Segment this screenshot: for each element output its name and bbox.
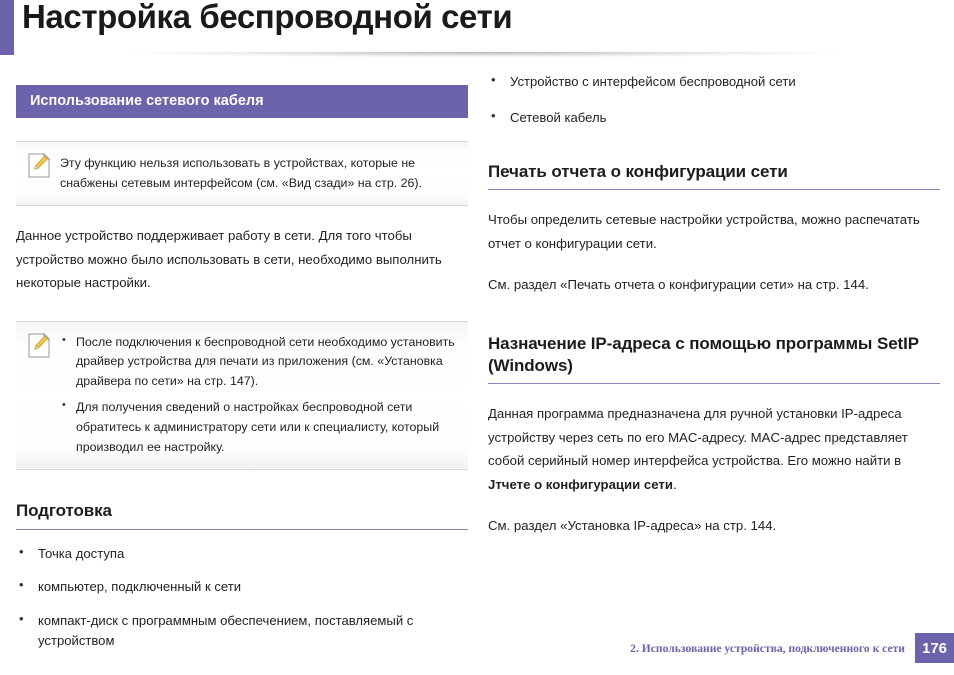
reference-report: См. раздел «Печать отчета о конфигурации сети» на стр. 144. — [488, 277, 869, 293]
paragraph-report-intro: Чтобы определить сетевые настройки устройства, можно распечатать отчет о конфигурации сети. — [488, 212, 920, 251]
heading-network-report: Печать отчета о конфигурации сети — [488, 161, 788, 181]
list-item: • Для получения сведений о настройках беспроводной сети обратитесь к администратору сети или к специалисту, который производил ее настройку. — [60, 398, 460, 457]
preparation-list — [16, 544, 468, 651]
page-footer — [630, 633, 954, 663]
setip-text-bold: Jтчете о конфигурации сети — [488, 476, 673, 492]
note-pencil-icon — [28, 333, 50, 358]
setip-text-part2: . — [672, 476, 677, 492]
heading-rule — [488, 189, 940, 190]
note-list — [60, 333, 460, 458]
heading-rule — [16, 529, 468, 530]
right-column — [488, 66, 940, 538]
paragraph-setip-description — [488, 402, 940, 496]
setip-text-part1: Данная программа предназначена для ручной установки IP-адреса устройству через сеть по его MAC-адресу. MAC-адрес представляет собой серийный номер интерфейса устройства. Его можно найти в — [488, 406, 908, 469]
note-box-driver-tips — [16, 321, 468, 471]
list-item: • Сетевой кабель — [488, 108, 940, 128]
note-pencil-icon — [28, 153, 50, 178]
left-column — [16, 66, 468, 664]
note-text: Эту функцию нельзя использовать в устройствах, которые не снабжены сетевым интерфейсом (см. «Вид сзади» на стр. 26). — [60, 156, 422, 191]
section-bar-network-cable: Использование сетевого кабеля — [16, 85, 468, 118]
paragraph-network-support: Данное устройство поддерживает работу в сети. Для того чтобы устройство можно было использовать в сети, необходимо выполнить некоторые настройки. — [16, 228, 442, 291]
heading-preparation: Подготовка — [16, 501, 112, 521]
requirements-list — [488, 72, 940, 129]
note-box-interface-warning — [16, 141, 468, 206]
title-accent-bar — [0, 0, 14, 55]
page-number-badge: 176 — [915, 633, 954, 663]
reference-setip: См. раздел «Установка IP-адреса» на стр. 144. — [488, 518, 777, 534]
list-item: • компакт-диск с программным обеспечением, поставляемый с устройством — [16, 611, 468, 652]
header-divider — [14, 52, 954, 62]
page-header — [0, 0, 954, 48]
list-item: • Точка доступа — [16, 544, 468, 564]
footer-chapter-label: 2. Использование устройства, подключенного к сети — [630, 641, 905, 655]
list-item: • После подключения к беспроводной сети необходимо установить драйвер устройства для печати из приложения (см. «Установка драйвера по сети» на стр. 147). — [60, 333, 460, 392]
list-item: • Устройство с интерфейсом беспроводной сети — [488, 72, 940, 92]
heading-setip: Назначение IP-адреса с помощью программы SetIP (Windows) — [488, 333, 919, 375]
list-item: • компьютер, подключенный к сети — [16, 577, 468, 597]
heading-rule — [488, 383, 940, 384]
page-title: Настройка беспроводной сети — [22, 0, 513, 35]
